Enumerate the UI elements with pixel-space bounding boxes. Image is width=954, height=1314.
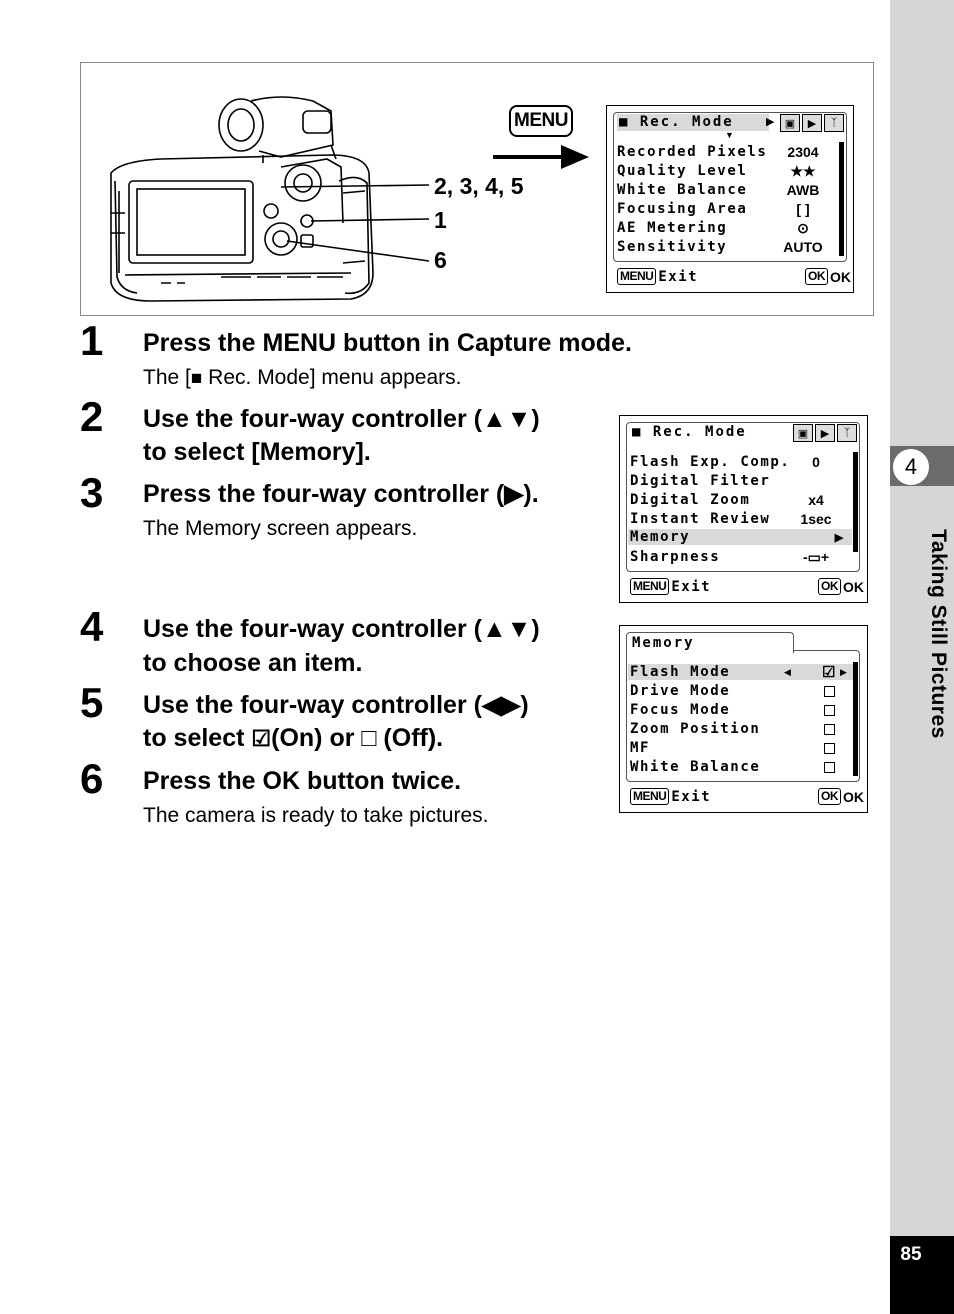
camera-figure <box>80 62 874 316</box>
menu-row-selected: Flash Mode <box>628 664 854 680</box>
page-number: 85 <box>900 1244 922 1265</box>
menu-row: Sensitivity <box>617 239 728 255</box>
callout-1: 1 <box>434 207 447 233</box>
menu-row: Drive Mode <box>630 683 731 699</box>
scrollbar <box>839 142 844 256</box>
checkbox-icon <box>824 762 835 773</box>
menu-row: Instant Review <box>630 511 771 527</box>
step-title: Press the four-way controller (▶). <box>143 480 539 508</box>
tab-label: Rec. Mode <box>652 424 747 440</box>
checkbox-icon <box>824 743 835 754</box>
footer-exit: MENU Exit <box>630 788 711 805</box>
triangle-down-icon: ▼ <box>725 130 734 140</box>
step-title: Press the OK button twice. <box>143 767 462 795</box>
menu-row: Quality Level <box>617 163 748 179</box>
movie-icon: ▣ <box>793 424 813 442</box>
menu-key-icon: MENU <box>617 268 656 285</box>
tab-rec-mode <box>632 424 747 440</box>
mode-icon-group <box>793 424 857 442</box>
menu-row-selected: Memory <box>628 529 852 545</box>
step-body: The Memory screen appears. <box>143 517 418 540</box>
step-number: 1 <box>80 317 104 364</box>
step-number: 6 <box>80 755 104 802</box>
rec-mode-screen-2 <box>619 415 868 603</box>
checkbox-checked-icon: ☑ <box>251 726 272 751</box>
menu-key-icon: MENU <box>509 105 573 137</box>
camera-icon: ■ <box>619 114 630 130</box>
step-title: Use the four-way controller (▲▼) <box>143 405 540 433</box>
rec-mode-screen-1 <box>606 105 854 293</box>
menu-value: AWB <box>786 182 820 198</box>
triangle-right-icon: ▶ <box>766 116 775 128</box>
step-number: 3 <box>80 469 104 516</box>
footer-exit: MENU Exit <box>617 268 698 285</box>
tab-label: Rec. Mode <box>639 114 734 130</box>
step-title-line2: to select [Memory]. <box>143 438 371 466</box>
menu-value: ★★ <box>790 163 816 179</box>
step-title: Use the four-way controller (▲▼) <box>143 615 540 643</box>
menu-row: Digital Zoom <box>630 492 751 508</box>
triangle-left-icon: ◀ <box>784 667 791 677</box>
camera-icon: ■ <box>190 368 203 389</box>
ok-key-icon: OK <box>818 788 841 805</box>
menu-row: MF <box>630 740 651 756</box>
step-number: 5 <box>80 679 104 726</box>
memory-screen <box>619 625 868 813</box>
step-body: The camera is ready to take pictures. <box>143 804 489 827</box>
checkbox-icon <box>824 686 835 697</box>
menu-row: White Balance <box>617 182 748 198</box>
callout-6: 6 <box>434 247 447 273</box>
step-title: Use the four-way controller (◀▶) <box>143 691 529 719</box>
ok-key-icon: OK <box>805 268 828 285</box>
menu-key-icon: MENU <box>630 788 669 805</box>
setup-icon: ᛉ <box>824 114 844 132</box>
menu-value: ⊙ <box>797 220 809 236</box>
mode-icon-group <box>780 114 844 132</box>
menu-row: Focus Mode <box>630 702 731 718</box>
checkbox-icon <box>824 705 835 716</box>
menu-value: AUTO <box>783 239 823 255</box>
movie-icon: ▣ <box>780 114 800 132</box>
chapter-number-badge: 4 <box>892 448 930 486</box>
step-body: The [■ Rec. Mode] menu appears. <box>143 366 462 389</box>
chapter-title: Taking Still Pictures <box>927 529 950 739</box>
step-number: 4 <box>80 603 104 650</box>
menu-value: 1sec <box>800 511 832 527</box>
checkbox-checked-icon: ☑ <box>822 664 836 681</box>
menu-value: 2304 <box>787 144 819 160</box>
menu-row: White Balance <box>630 759 761 775</box>
menu-value: 0 <box>812 454 820 470</box>
step-number: 2 <box>80 393 104 440</box>
playback-icon: ▶ <box>802 114 822 132</box>
footer-exit: MENU Exit <box>630 578 711 595</box>
menu-key-icon: MENU <box>630 578 669 595</box>
playback-icon: ▶ <box>815 424 835 442</box>
setup-icon: ᛉ <box>837 424 857 442</box>
menu-row: AE Metering <box>617 220 728 236</box>
menu-row: Flash Exp. Comp. <box>630 454 791 470</box>
triangle-right-icon: ▶ <box>840 667 847 677</box>
step-title-line2: to select ☑(On) or □ (Off). <box>143 724 444 752</box>
menu-row: Sharpness <box>630 549 721 565</box>
menu-row: Recorded Pixels <box>617 144 768 160</box>
step-title-line2: to choose an item. <box>143 649 363 677</box>
menu-row: Zoom Position <box>630 721 761 737</box>
menu-row: Digital Filter <box>630 473 771 489</box>
checkbox-icon <box>824 724 835 735</box>
sharpness-slider-icon: -▭+ <box>802 549 830 565</box>
tab-memory: Memory <box>632 635 695 651</box>
scrollbar <box>853 452 858 552</box>
camera-icon: ■ <box>632 424 643 440</box>
step-title: Press the MENU button in Capture mode. <box>143 329 632 357</box>
ok-key-icon: OK <box>818 578 841 595</box>
callout-2345: 2, 3, 4, 5 <box>434 173 524 199</box>
tab-rec-mode <box>617 114 769 131</box>
menu-row: Focusing Area <box>617 201 748 217</box>
footer-ok: OK OK <box>805 268 851 285</box>
footer-ok: OK OK <box>818 788 864 805</box>
footer-ok: OK OK <box>818 578 864 595</box>
menu-value: x4 <box>808 492 824 508</box>
scrollbar <box>853 662 858 776</box>
triangle-right-icon: ▶ <box>834 532 844 544</box>
menu-value: [ ] <box>796 201 810 217</box>
